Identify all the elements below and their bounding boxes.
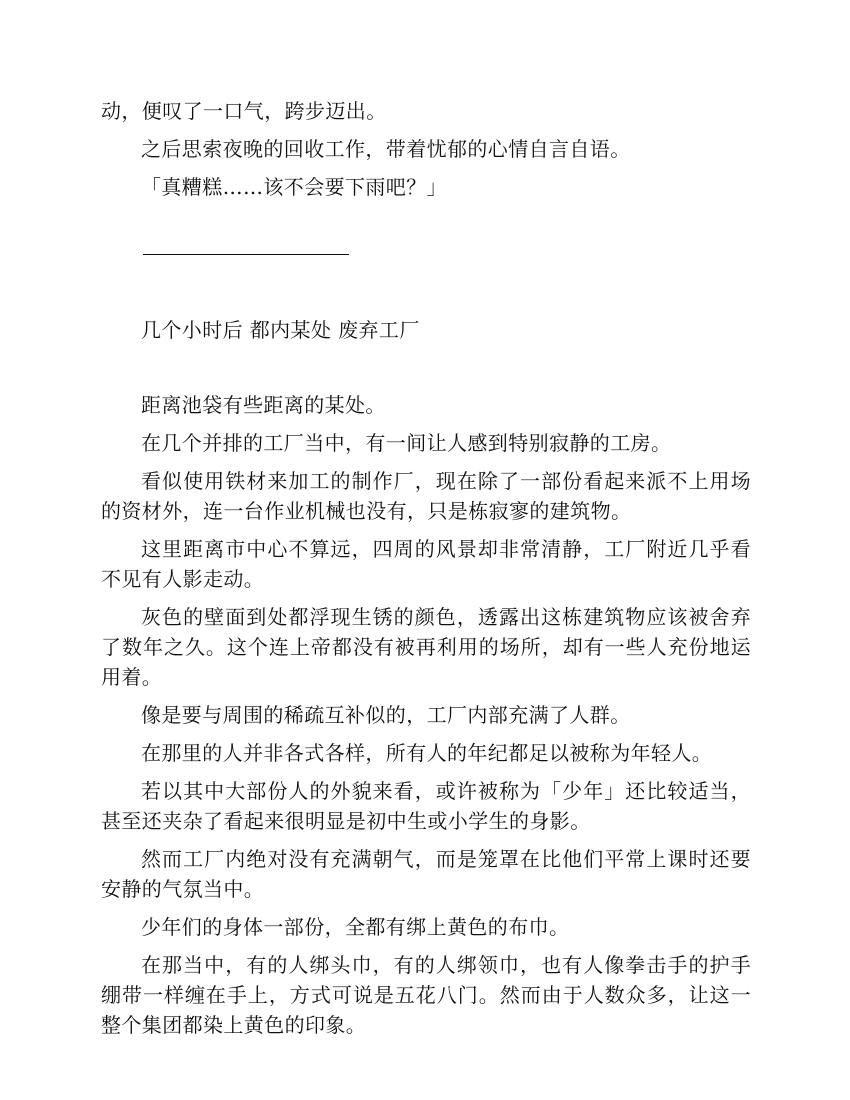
paragraph: 在那当中，有的人绑头巾，有的人绑领巾，也有人像拳击手的护手绷带一样缠在手上，方式可说是五花八门。然而由于人数众多，让这一整个集团都染上黄色的印象。	[101, 953, 751, 1037]
paragraph: 在那里的人并非各式各样，所有人的年纪都足以被称为年轻人。	[141, 741, 713, 765]
document-page	[101, 96, 751, 1048]
paragraph: 之后思索夜晚的回收工作，带着忧郁的心情自言自语。	[141, 137, 631, 161]
paragraph: 在几个并排的工厂当中，有一间让人感到特别寂静的工房。	[141, 431, 672, 455]
paragraph: 距离池袋有些距离的某处。	[141, 393, 386, 417]
paragraph: 这里距离市中心不算远，四周的风景却非常清静，工厂附近几乎看不见有人影走动。	[101, 537, 751, 591]
paragraph: 灰色的壁面到处都浮现生锈的颜色，透露出这栋建筑物应该被舍弃了数年之久。这个连上帝都没有被再利用的场所，却有一些人充份地运用着。	[101, 605, 751, 689]
scene-divider-rule	[143, 254, 349, 255]
scene-heading: 几个小时后 都内某处 废弃工厂	[141, 318, 420, 342]
paragraph: 像是要与周围的稀疏互补似的，工厂内部充满了人群。	[141, 703, 631, 727]
paragraph: 看似使用铁材来加工的制作厂，现在除了一部份看起来派不上用场的资材外，连一台作业机械也没有，只是栋寂寥的建筑物。	[101, 469, 751, 523]
paragraph: 动，便叹了一口气，跨步迈出。	[101, 99, 387, 123]
paragraph: 若以其中大部份人的外貌来看，或许被称为「少年」还比较适当，甚至还夹杂了看起来很明显是初中生或小学生的身影。	[101, 779, 751, 833]
paragraph: 少年们的身体一部份，全都有绑上黄色的布巾。	[141, 915, 570, 939]
dialogue-line: 「真糟糕……该不会要下雨吧？」	[141, 175, 447, 199]
paragraph: 然而工厂内绝对没有充满朝气，而是笼罩在比他们平常上课时还要安静的气氛当中。	[101, 847, 751, 901]
